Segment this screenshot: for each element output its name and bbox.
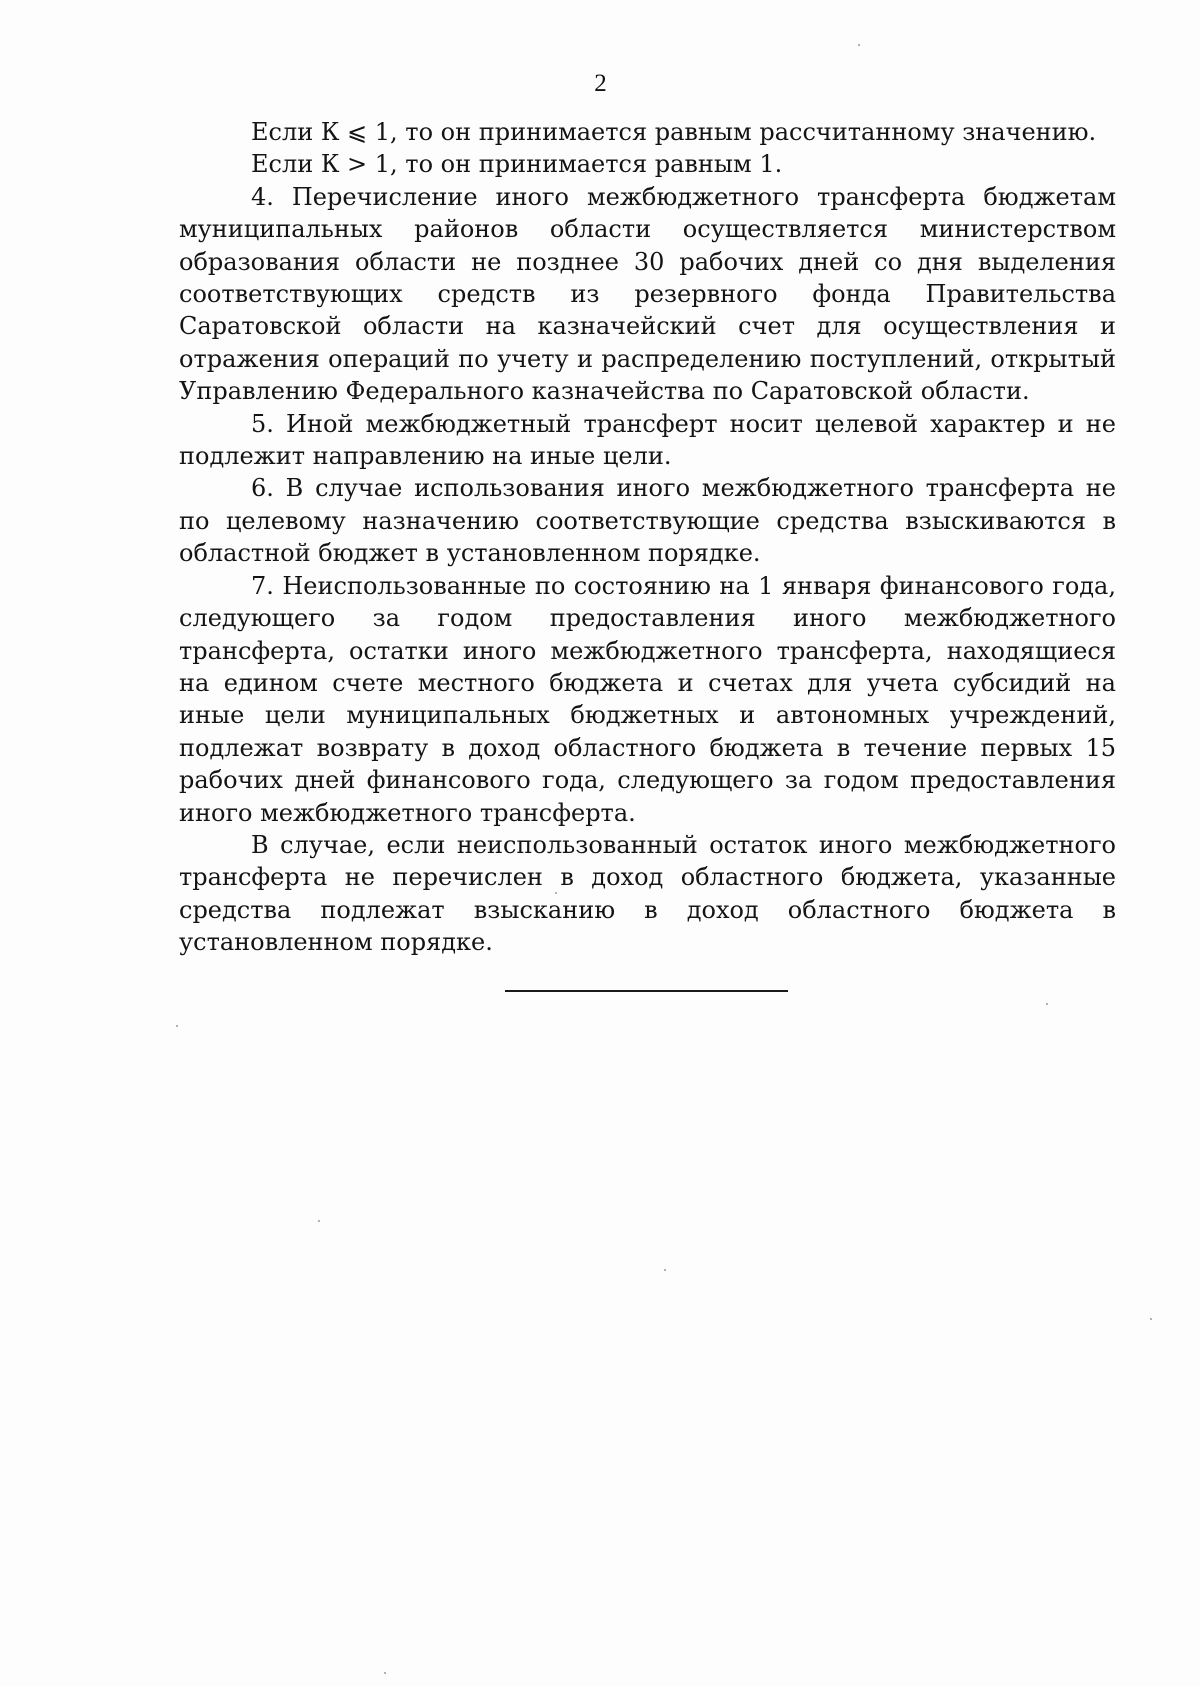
closing-separator-line [505, 990, 788, 992]
scan-speck [176, 1025, 178, 1027]
page-number: 2 [594, 70, 607, 97]
scan-speck [384, 1672, 386, 1674]
document-body [179, 116, 1116, 959]
paragraph-item-6: 6. В случае использования иного межбюджетного трансферта не по целевому назначению соответствующие средства взыскиваются в областной бюджет в установленном порядке. [179, 474, 1116, 568]
paragraph-remainder-recovery: В случае, если неиспользованный остаток иного межбюджетного трансферта не перечислен в доход областного бюджета, указанные средства подлежат взысканию в доход областного бюджета в установленном порядке. [179, 830, 1116, 957]
paragraph-item-4: 4. Перечисление иного межбюджетного трансферта бюджетам муниципальных районов области осуществляется министерством образования области не позднее 30 рабочих дней со дня выделения соответствующих средств из резервного фонда Правительства Саратовской области на казначейский счет для осуществления и отражения операций по учету и распределению поступлений, открытый Управлению Федерального казначейства по Саратовской области. [179, 182, 1116, 406]
paragraph-item-5: 5. Иной межбюджетный трансферт носит целевой характер и не подлежит направлению на иные цели. [179, 409, 1116, 471]
scan-speck [1046, 1003, 1048, 1005]
scan-speck [1150, 1318, 1152, 1320]
paragraph-k-greater: Если К > 1, то он принимается равным 1. [251, 150, 783, 179]
scan-speck [858, 44, 860, 46]
scan-speck [555, 892, 557, 894]
scan-speck [664, 1269, 666, 1271]
paragraph-item-7: 7. Неиспользованные по состоянию на 1 января финансового года, следующего за годом предоставления иного межбюджетного трансферта, остатки иного межбюджетного трансферта, находящиеся на едином счете местного бюджета и счетах для учета субсидий на иные цели муниципальных бюджетных и автономных учреждений, подлежат возврату в доход областного бюджета в течение первых 15 рабочих дней финансового года, следующего за годом предоставления иного межбюджетного трансферта. [179, 571, 1116, 827]
scan-speck [318, 1220, 320, 1222]
paragraph-k-less-equal: Если К ⩽ 1, то он принимается равным рассчитанному значению. [251, 118, 1097, 146]
